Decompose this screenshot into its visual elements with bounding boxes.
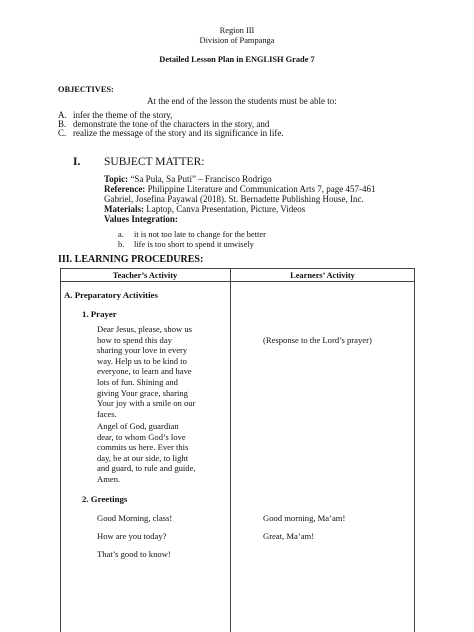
values-integration-label: Values Integration: xyxy=(104,214,178,224)
topic-value: “Sa Pula, Sa Puti” – Francisco Rodrigo xyxy=(130,174,272,184)
document-title: Detailed Lesson Plan in ENGLISH Grade 7 xyxy=(159,55,315,64)
teacher-line: Good Morning, class! xyxy=(97,513,173,523)
materials-line xyxy=(104,204,305,214)
learner-line: Good morning, Ma’am! xyxy=(263,513,346,523)
objective-text: demonstrate the tone of the characters in the story, and xyxy=(73,119,270,129)
materials-value: Laptop, Canva Presentation, Picture, Videos xyxy=(146,204,306,214)
subject-matter-heading: SUBJECT MATTER: xyxy=(104,156,205,168)
value-text: life is too short to spend it unwisely xyxy=(134,240,254,249)
table-border-right xyxy=(414,268,415,632)
topic-line xyxy=(104,174,272,184)
prayer-heading: 1. Prayer xyxy=(82,309,117,319)
col-header-learner: Learners’ Activity xyxy=(290,271,355,280)
reference-line xyxy=(104,184,376,194)
angel-of-god-prayer: Angel of God, guardian dear, to whom God’s love commits us here. Ever this day, be at our side, to light and guard, to rule and guide, Amen. xyxy=(97,421,196,484)
prayer-text: Dear Jesus, please, show us how to spend this day sharing your love in every way. Help us to be kind to everyone, to learn and have lots of fun. Shining and giving Your grace, sharing Your joy with a smile on our faces. xyxy=(97,324,196,419)
division-label: Division of Pampanga xyxy=(199,36,275,45)
objective-marker: B. xyxy=(58,119,67,129)
reference-value: Philippine Literature and Communication Arts 7, page 457-461 xyxy=(147,184,376,194)
objective-marker: C. xyxy=(58,128,67,138)
greetings-heading: 2. Greetings xyxy=(82,494,128,504)
prayer-response: (Response to the Lord’s prayer) xyxy=(263,335,372,345)
learner-line: Great, Ma’am! xyxy=(263,531,315,541)
objective-text: infer the theme of the story, xyxy=(73,110,173,120)
teacher-line: How are you today? xyxy=(97,531,167,541)
learning-procedures-heading: III. LEARNING PROCEDURES: xyxy=(58,254,204,265)
topic-label: Topic: xyxy=(104,174,129,184)
teacher-line: That’s good to know! xyxy=(97,549,171,559)
objective-item xyxy=(58,128,284,138)
value-marker: a. xyxy=(118,230,124,239)
table-border-top xyxy=(60,268,415,269)
table-header-divider xyxy=(60,281,415,282)
materials-label: Materials: xyxy=(104,204,144,214)
value-item xyxy=(118,240,254,249)
reference-label: Reference: xyxy=(104,184,146,194)
col-header-teacher: Teacher’s Activity xyxy=(112,271,178,280)
objective-marker: A. xyxy=(58,110,67,120)
value-text: it is not too late to change for the better xyxy=(134,230,266,239)
table-border-left xyxy=(60,268,61,632)
objectives-heading: OBJECTIVES: xyxy=(58,85,114,94)
region-label: Region III xyxy=(219,26,255,35)
subject-matter-numeral: I. xyxy=(73,156,81,168)
reference-line-2: Gabriel, Josefina Payawal (2018). St. Bernadette Publishing House, Inc. xyxy=(104,194,364,204)
objectives-intro: At the end of the lesson the students must be able to: xyxy=(147,96,337,106)
value-item xyxy=(118,230,266,239)
value-marker: b. xyxy=(118,240,125,249)
table-column-divider xyxy=(230,268,231,632)
preparatory-activities-heading: A. Preparatory Activities xyxy=(64,290,158,300)
objective-text: realize the message of the story and its significance in life. xyxy=(73,128,284,138)
